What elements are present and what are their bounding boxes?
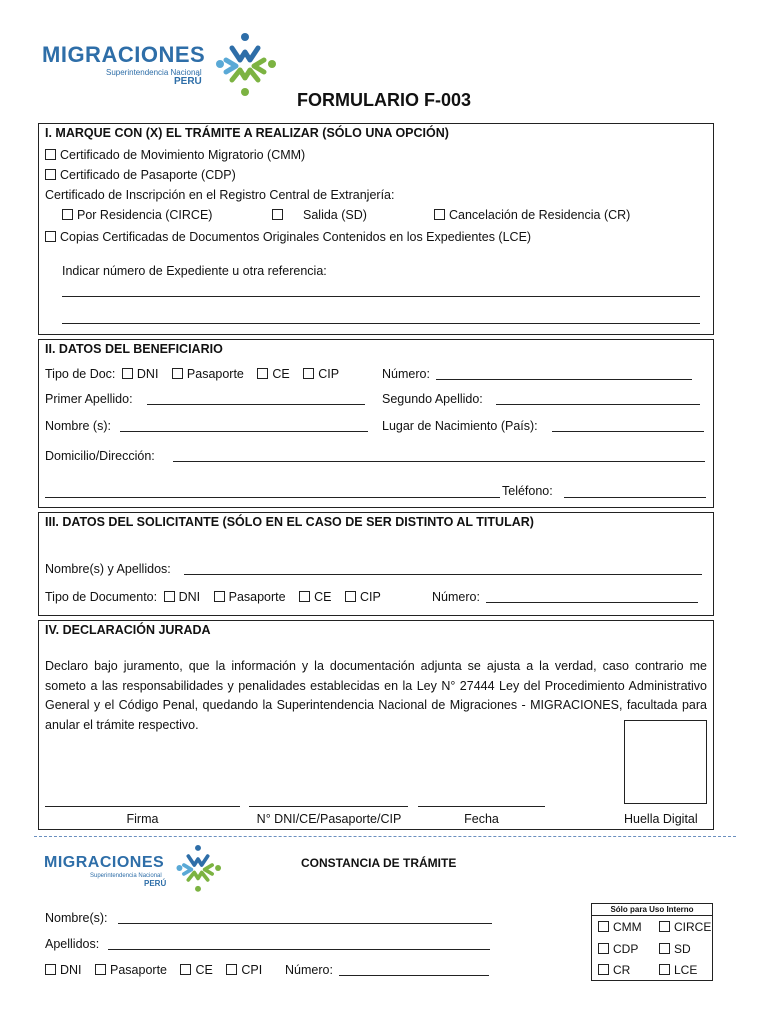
option-circe[interactable]: Por Residencia (CIRCE) (62, 208, 212, 222)
option-cmm[interactable]: Certificado de Movimiento Migratorio (CMM) (45, 148, 305, 162)
constancia-numero-field[interactable] (339, 975, 489, 976)
primer-apellido-label: Primer Apellido: (45, 392, 133, 406)
uso-interno-sd[interactable]: SD (659, 942, 691, 956)
option-cdp[interactable]: Certificado de Pasaporte (CDP) (45, 168, 236, 182)
logo-emblem-icon (210, 30, 280, 98)
expediente-line-2[interactable] (62, 323, 700, 324)
fecha-line[interactable] (418, 806, 545, 807)
checkbox-ce[interactable] (257, 368, 268, 379)
checkbox-dni[interactable] (122, 368, 133, 379)
section-2-title: II. DATOS DEL BENEFICIARIO (45, 342, 223, 356)
option-lce[interactable]: Copias Certificadas de Documentos Originales Contenidos en los Expedientes (LCE) (45, 230, 531, 244)
checkbox-constancia-ce[interactable] (180, 964, 191, 975)
section-2-box (38, 339, 714, 508)
checkbox-uso-sd[interactable] (659, 943, 670, 954)
checkbox-pasaporte[interactable] (172, 368, 183, 379)
expediente-line-1[interactable] (62, 296, 700, 297)
constancia-numero-label: Número: (285, 963, 333, 977)
declaration-text: Declaro bajo juramento, que la información y la documentación adjunta se ajusta a la verdad, caso contrario me someto a las responsabilidades y penalidades establecidas en la Ley N° 27444 Ley del Procedimiento Administrativo General y el Código Penal, quedando la Superintendencia Nacional de Migraciones - MIGRACIONES, facultada para anular el trámite respectivo. (45, 659, 707, 732)
firma-label: Firma (126, 812, 159, 826)
huella-box[interactable] (624, 720, 707, 804)
constancia-logo-emblem-icon (172, 842, 224, 894)
uso-interno-lce[interactable]: LCE (659, 963, 697, 977)
section-4-title: IV. DECLARACIÓN JURADA (45, 623, 211, 637)
nombre-field[interactable] (120, 431, 368, 432)
domicilio-line-2[interactable] (45, 497, 500, 498)
segundo-apellido-field[interactable] (496, 404, 700, 405)
constancia-logo-wordmark: MIGRACIONES (44, 854, 165, 871)
checkbox-uso-circe[interactable] (659, 921, 670, 932)
constancia-logo-country: PERÚ (144, 879, 167, 888)
doc-line[interactable] (249, 806, 408, 807)
numero-label: Número: (382, 367, 430, 381)
constancia-nombres-label: Nombre(s): (45, 911, 108, 925)
expediente-label: Indicar número de Expediente u otra referencia: (62, 264, 327, 278)
checkbox-uso-cdp[interactable] (598, 943, 609, 954)
checkbox-lce[interactable] (45, 231, 56, 242)
checkbox-sd[interactable] (272, 209, 283, 220)
solicitante-numero-field[interactable] (486, 602, 698, 603)
tipo-doc-row: Tipo de Doc: DNI Pasaporte CE CIP (45, 367, 340, 381)
domicilio-label: Domicilio/Dirección: (45, 449, 155, 463)
checkbox-constancia-pasaporte[interactable] (95, 964, 106, 975)
uso-interno-cmm[interactable]: CMM (598, 920, 642, 934)
domicilio-field[interactable] (173, 461, 705, 462)
solicitante-numero-label: Número: (432, 590, 480, 604)
constancia-apellidos-field[interactable] (108, 949, 490, 950)
checkbox-cmm[interactable] (45, 149, 56, 160)
option-sd[interactable]: Salida (SD) (272, 208, 367, 222)
logo-country: PERÚ (174, 76, 202, 87)
checkbox-uso-lce[interactable] (659, 964, 670, 975)
checkbox-cdp[interactable] (45, 169, 56, 180)
tipo-doc-label: Tipo de Doc: (45, 367, 116, 381)
tipo-documento-row: Tipo de Documento: DNI Pasaporte CE CIP (45, 590, 381, 604)
segundo-apellido-label: Segundo Apellido: (382, 392, 483, 406)
checkbox-constancia-dni[interactable] (45, 964, 56, 975)
checkbox-constancia-cpi[interactable] (226, 964, 237, 975)
nombres-apellidos-field[interactable] (184, 574, 702, 575)
logo-wordmark: MIGRACIONES (42, 42, 206, 67)
inscripcion-label: Certificado de Inscripción en el Registro Central de Extranjería: (45, 188, 395, 202)
checkbox-solicitante-ce[interactable] (299, 591, 310, 602)
option-cr[interactable]: Cancelación de Residencia (CR) (434, 208, 630, 222)
firma-line[interactable] (45, 806, 240, 807)
telefono-field[interactable] (564, 497, 706, 498)
uso-interno-cdp[interactable]: CDP (598, 942, 638, 956)
nombres-apellidos-label: Nombre(s) y Apellidos: (45, 562, 171, 576)
telefono-label: Teléfono: (502, 484, 553, 498)
uso-interno-circe[interactable]: CIRCE (659, 920, 711, 934)
numero-field[interactable] (436, 379, 692, 380)
constancia-nombres-field[interactable] (118, 923, 492, 924)
checkbox-solicitante-dni[interactable] (164, 591, 175, 602)
checkbox-solicitante-pasaporte[interactable] (214, 591, 225, 602)
checkbox-cip[interactable] (303, 368, 314, 379)
constancia-doc-row: DNI Pasaporte CE CPI (45, 963, 262, 977)
constancia-logo (44, 842, 224, 897)
constancia-logo-subtitle: Superintendencia Nacional (90, 873, 162, 879)
uso-interno-cr[interactable]: CR (598, 963, 630, 977)
lugar-nacimiento-field[interactable] (552, 431, 704, 432)
huella-label: Huella Digital (624, 812, 698, 826)
nombre-label: Nombre (s): (45, 419, 111, 433)
section-1-title: I. MARQUE CON (X) EL TRÁMITE A REALIZAR (SÓLO UNA OPCIÓN) (45, 126, 449, 140)
checkbox-solicitante-cip[interactable] (345, 591, 356, 602)
constancia-apellidos-label: Apellidos: (45, 937, 100, 951)
tipo-documento-label: Tipo de Documento: (45, 590, 158, 604)
doc-label: N° DNI/CE/Pasaporte/CIP (256, 812, 402, 826)
primer-apellido-field[interactable] (147, 404, 365, 405)
cut-line (34, 836, 736, 837)
fecha-label: Fecha (464, 812, 499, 826)
checkbox-uso-cr[interactable] (598, 964, 609, 975)
form-title: FORMULARIO F-003 (296, 90, 471, 110)
constancia-title: CONSTANCIA DE TRÁMITE (301, 856, 457, 870)
uso-interno-header: Sólo para Uso Interno (591, 904, 713, 916)
checkbox-cr[interactable] (434, 209, 445, 220)
checkbox-circe[interactable] (62, 209, 73, 220)
checkbox-uso-cmm[interactable] (598, 921, 609, 932)
lugar-nacimiento-label: Lugar de Nacimiento (País): (382, 419, 538, 433)
section-3-title: III. DATOS DEL SOLICITANTE (SÓLO EN EL CASO DE SER DISTINTO AL TITULAR) (45, 515, 534, 529)
logo-subtitle: Superintendencia Nacional (106, 68, 202, 77)
